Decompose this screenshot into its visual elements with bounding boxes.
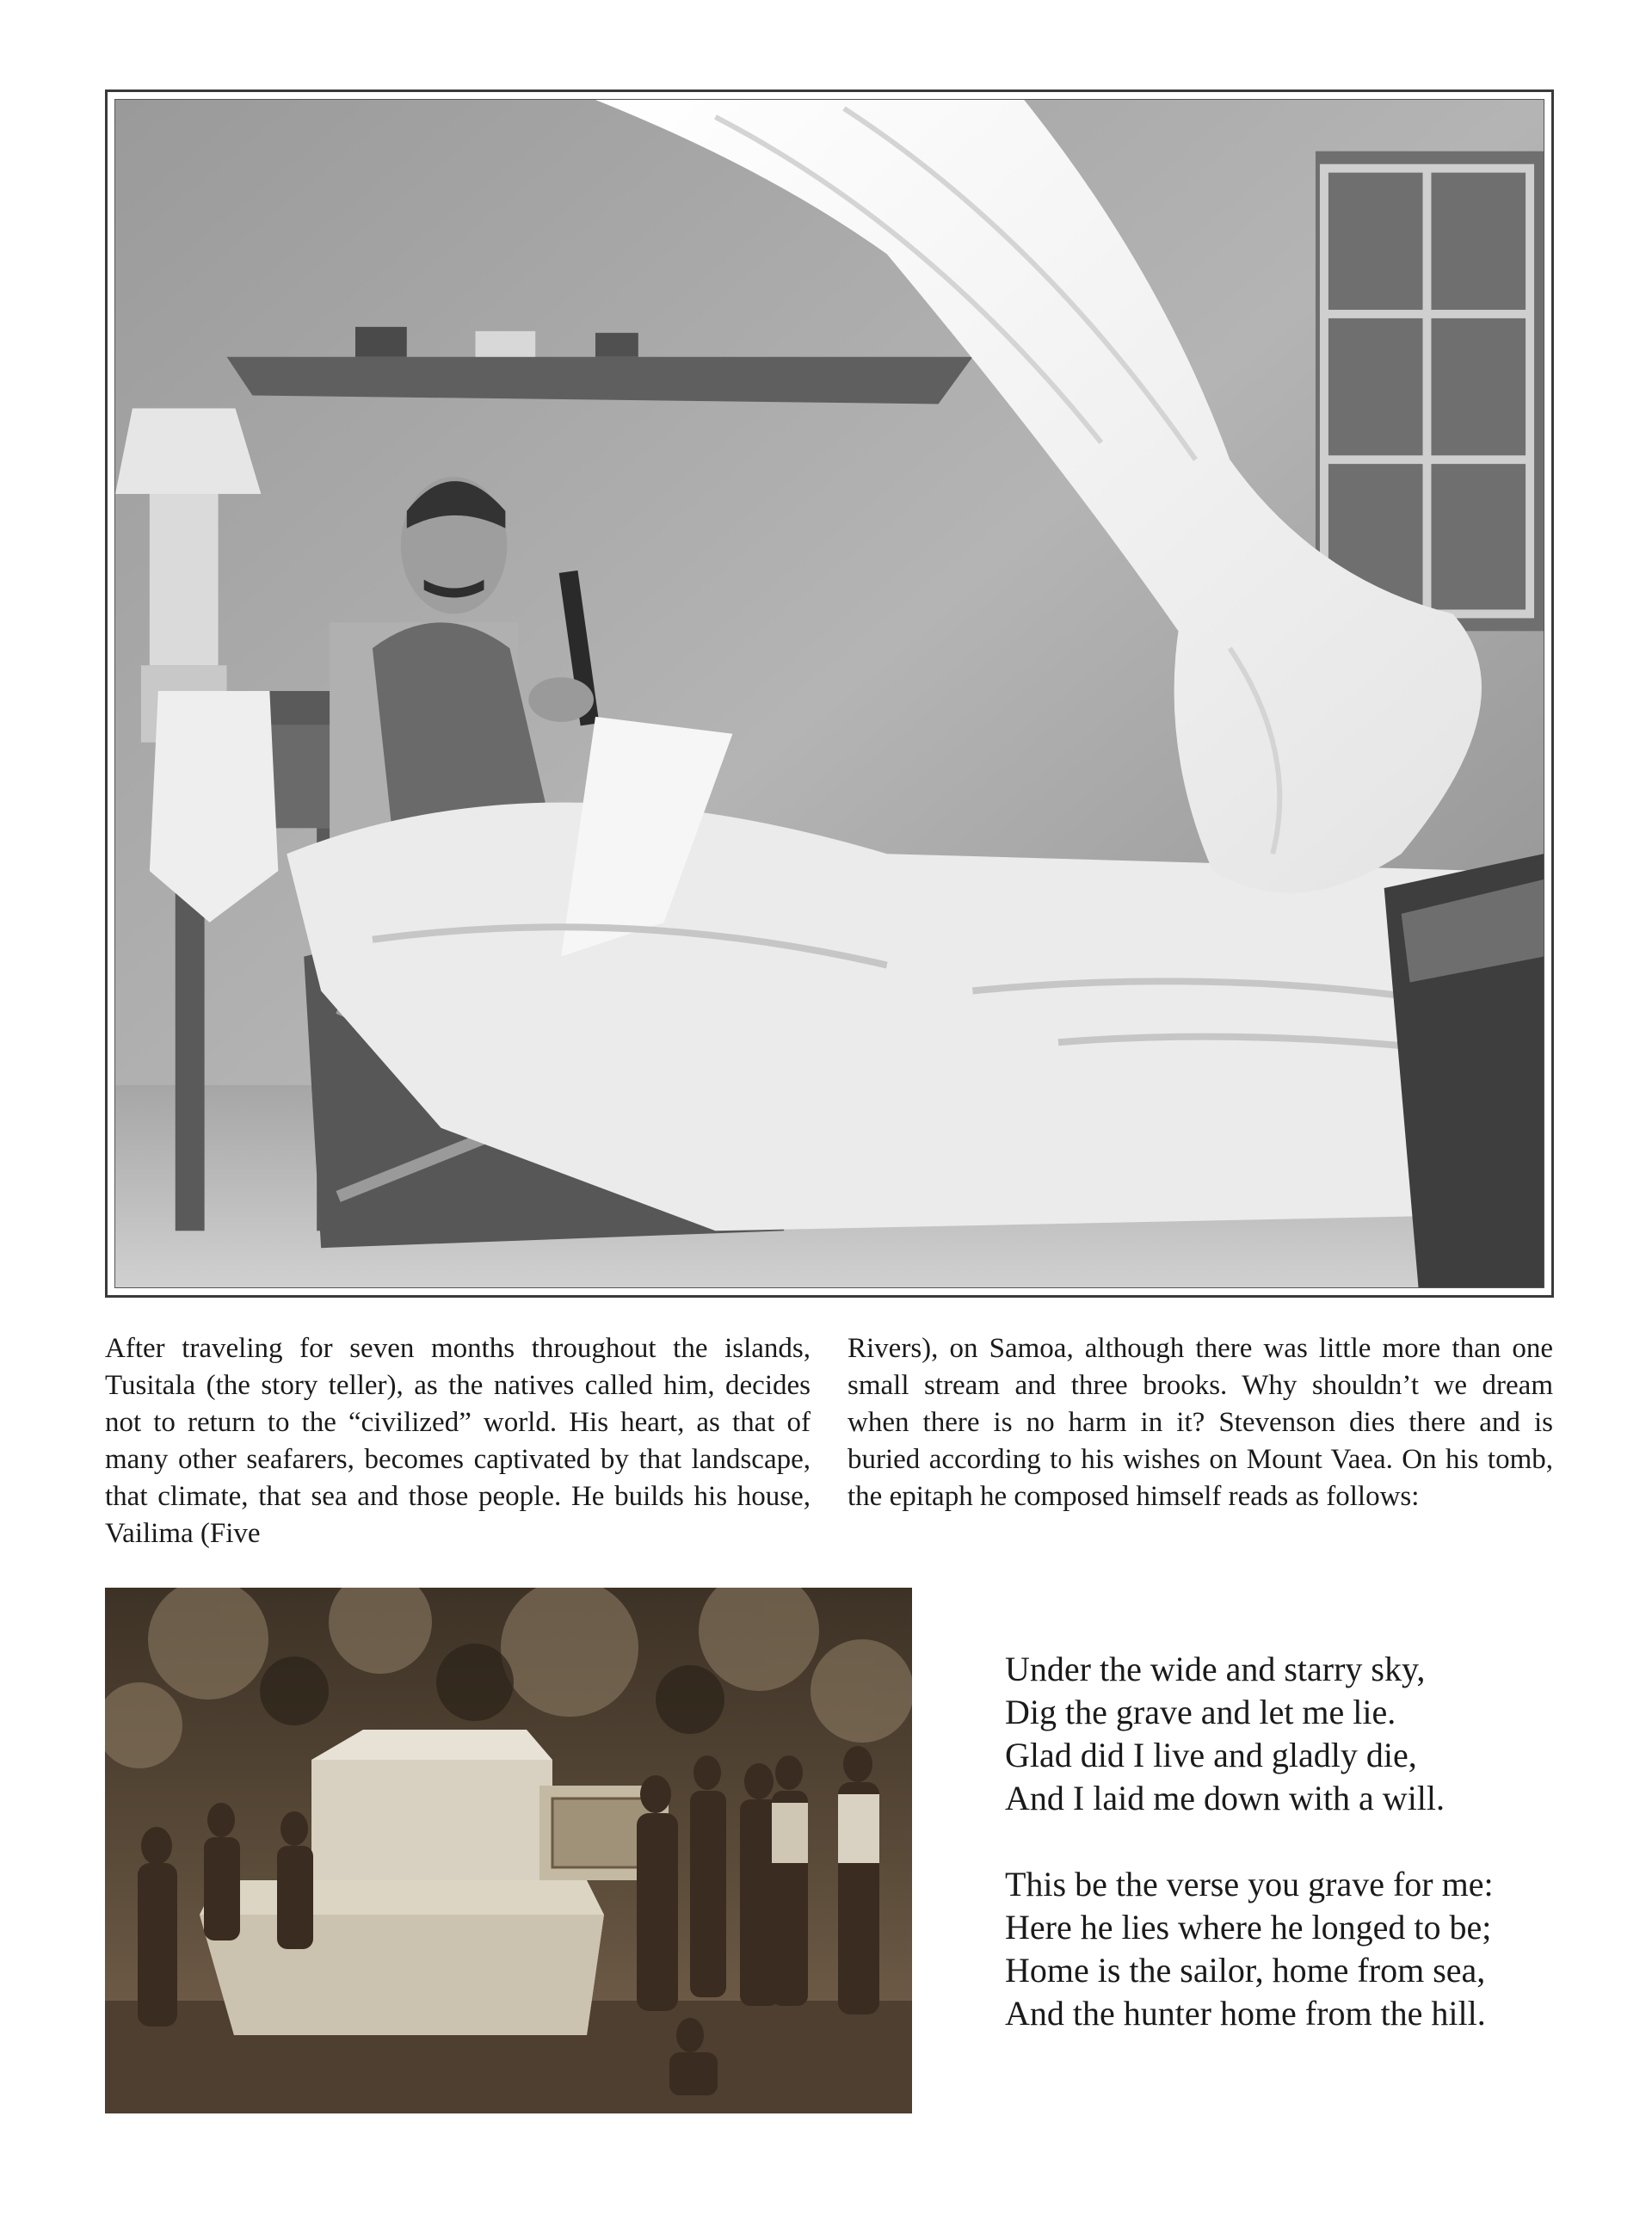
epitaph-line: Home is the sailor, home from sea,	[1005, 1951, 1486, 1990]
epitaph-line: Here he lies where he longed to be;	[1005, 1908, 1492, 1947]
epitaph-line: Under the wide and starry sky,	[1005, 1650, 1426, 1688]
epitaph-line: This be the verse you grave for me:	[1005, 1865, 1494, 1903]
epitaph-line: Dig the grave and let me lie.	[1005, 1693, 1396, 1731]
epitaph-line: And I laid me down with a will.	[1005, 1779, 1446, 1817]
bedroom-illustration	[115, 100, 1544, 1287]
top-photograph-inner-frame	[114, 99, 1544, 1288]
tomb-illustration	[105, 1588, 912, 2113]
epitaph-stanza-2	[1005, 1863, 1607, 2035]
epitaph-poem	[1005, 1648, 1607, 2078]
top-photograph	[105, 89, 1554, 1298]
epitaph-stanza-1	[1005, 1648, 1607, 1820]
body-text-left-column: After traveling for seven months throughout the islands, Tusitala (the story teller), as the natives called him, decides not to return to the “civilized” world. His heart, as that of many other seafarers, becomes captivated by that landscape, that climate, that sea and those people. He builds his house, Vailima (Five	[105, 1333, 811, 1549]
epitaph-line: And the hunter home from the hill.	[1005, 1994, 1486, 2033]
body-text-right-column: Rivers), on Samoa, although there was little more than one small stream and three brooks. Why shouldn’t we dream when there is no harm in it? Stevenson dies there and is buried according to his wishes on Mount Vaea. On his tomb, the epitaph he composed himself reads as follows:	[848, 1333, 1553, 1512]
tomb-photograph	[105, 1588, 912, 2113]
epitaph-line: Glad did I live and gladly die,	[1005, 1736, 1417, 1774]
